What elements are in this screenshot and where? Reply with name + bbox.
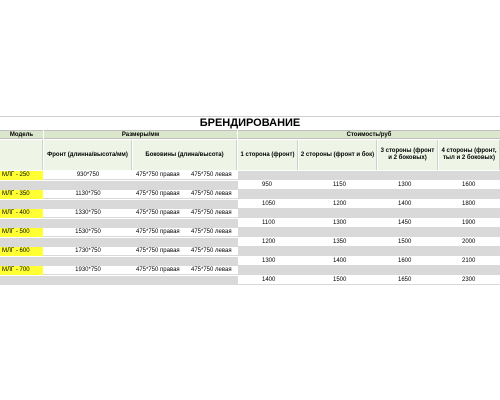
price-side3-cell: 1400 xyxy=(398,200,412,207)
side-left-cell: 475*750 левая xyxy=(191,229,232,235)
price-side3-cell: 1500 xyxy=(398,238,412,245)
price-side2-cell: 1350 xyxy=(333,238,347,245)
price-side4-cell: 2300 xyxy=(462,276,476,283)
side-left-cell: 475*750 левая xyxy=(191,172,232,178)
model-cell: МЛГ - 350 xyxy=(0,190,43,199)
front-size-cell: 1930*750 xyxy=(75,267,101,273)
side-left-cell: 475*750 левая xyxy=(191,267,232,273)
table-row-model xyxy=(0,171,500,180)
price-side2-cell: 1500 xyxy=(333,276,347,283)
sizes-gray-band xyxy=(0,276,238,285)
front-size-cell: 1530*750 xyxy=(75,229,101,235)
price-side2-cell: 1300 xyxy=(333,219,347,226)
front-size-cell: 1330*750 xyxy=(75,210,101,216)
table-row-prices xyxy=(0,200,500,209)
side-right-cell: 475*750 правая xyxy=(136,248,180,254)
sizes-gray-band xyxy=(0,257,238,266)
side-right-cell: 475*750 правая xyxy=(136,229,180,235)
sizes-gray-band xyxy=(0,219,238,228)
price-side2-cell: 1150 xyxy=(333,181,346,188)
price-side1-cell: 1200 xyxy=(262,238,276,245)
subheader-front: Фронт (длинна/высота/мм) xyxy=(44,140,132,170)
price-side3-cell: 1300 xyxy=(398,181,412,188)
header-sizes: Размеры/мм xyxy=(44,130,237,139)
table-row-prices xyxy=(0,181,500,190)
price-gray-band xyxy=(238,247,500,256)
price-side3-cell: 1450 xyxy=(398,219,412,226)
model-cell: МЛГ - 400 xyxy=(0,209,43,218)
price-side3-cell: 1650 xyxy=(398,276,412,283)
sizes-gray-band xyxy=(0,200,238,209)
table-row-model xyxy=(0,266,500,275)
front-size-cell: 930*750 xyxy=(76,172,100,178)
price-side1-cell: 1400 xyxy=(262,276,276,283)
model-cell: МЛГ - 600 xyxy=(0,247,43,256)
side-right-cell: 475*750 правая xyxy=(136,191,180,197)
table-row-prices xyxy=(0,219,500,228)
header-cost: Стоимость/руб xyxy=(238,130,500,139)
side-right-cell: 475*750 правая xyxy=(136,172,180,178)
side-left-cell: 475*750 левая xyxy=(191,210,232,216)
price-side1-cell: 1050 xyxy=(262,200,276,207)
subheader-side2: 2 стороны (фронт и бок) xyxy=(299,140,377,170)
subheader-side1: 1 сторона (фронт) xyxy=(238,140,298,170)
price-side4-cell: 2100 xyxy=(462,257,476,264)
price-gray-band xyxy=(238,171,500,180)
model-cell: МЛГ - 500 xyxy=(0,228,43,237)
table-row-prices xyxy=(0,276,500,285)
price-side4-cell: 1900 xyxy=(462,219,476,226)
subheader-sides: Боковины (длина/высота) xyxy=(133,140,237,170)
sizes-gray-band xyxy=(0,181,238,190)
price-gray-band xyxy=(238,228,500,237)
price-side3-cell: 1600 xyxy=(398,257,412,264)
subheader-side3: 3 стороны (фронт и 2 боковых) xyxy=(378,140,438,170)
price-side4-cell: 1800 xyxy=(462,200,476,207)
table-row-prices xyxy=(0,238,500,247)
price-side4-cell: 2000 xyxy=(462,238,476,245)
price-side1-cell: 1300 xyxy=(262,257,276,264)
price-side2-cell: 1400 xyxy=(333,257,347,264)
price-gray-band xyxy=(238,266,500,275)
table-row-model xyxy=(0,228,500,237)
price-side2-cell: 1200 xyxy=(333,200,347,207)
price-side4-cell: 1600 xyxy=(462,181,476,188)
sizes-gray-band xyxy=(0,238,238,247)
table-row-model xyxy=(0,209,500,218)
model-cell: МЛГ - 700 xyxy=(0,266,43,275)
table-row-model xyxy=(0,247,500,256)
side-right-cell: 475*750 правая xyxy=(136,210,180,216)
model-cell: МЛГ - 250 xyxy=(0,171,43,180)
subheader-side4: 4 стороны (фронт, тыл и 2 боковых) xyxy=(439,140,500,170)
table-title: БРЕНДИРОВАНИЕ xyxy=(0,116,500,130)
side-left-cell: 475*750 левая xyxy=(191,248,232,254)
table-row-prices xyxy=(0,257,500,266)
price-gray-band xyxy=(238,209,500,218)
price-gray-band xyxy=(238,190,500,199)
front-size-cell: 1730*750 xyxy=(75,248,101,254)
side-left-cell: 475*750 левая xyxy=(191,191,232,197)
price-side1-cell: 1100 xyxy=(262,219,275,226)
subheader-model-blank xyxy=(0,140,43,170)
price-side1-cell: 950 xyxy=(262,181,273,188)
side-right-cell: 475*750 правая xyxy=(136,267,180,273)
front-size-cell: 1130*750 xyxy=(75,191,101,197)
header-model: Модель xyxy=(0,130,43,139)
table-row-model xyxy=(0,190,500,199)
